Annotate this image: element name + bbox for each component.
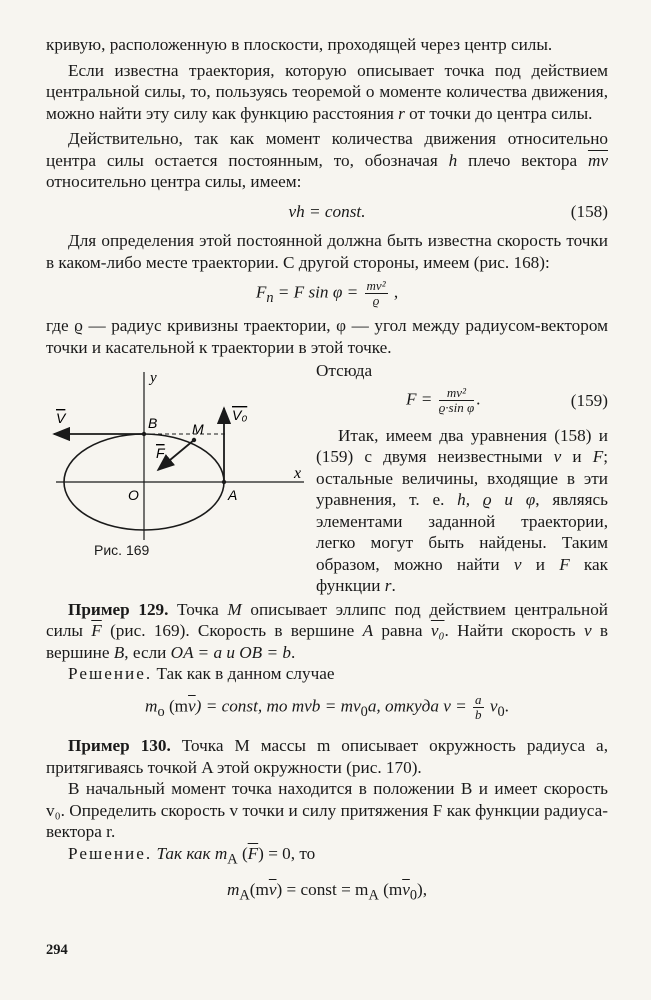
equation-number-159: (159) [570, 390, 608, 410]
figure-block [46, 360, 608, 597]
example-130: Пример 130. Точка M массы m описывает окружность радиуса a, притягиваясь точкой A этой окружности (рис. 170). [46, 736, 608, 777]
figure-caption: Рис. 169 [94, 542, 150, 559]
paragraph-7: В начальный момент точка находится в положении B и имеет скорость v₀. Определить скорость v точки и силу притяжения F как функции радиуса-вектора r. [46, 779, 608, 842]
label-f: F [156, 445, 165, 462]
otsyuda-label: Отсюда [316, 361, 373, 381]
label-v: V [56, 410, 66, 427]
paragraph-5: где ϱ — радиус кривизны траектории, φ — угол между радиусом-вектором точки и касательной к траектории в этой точке. [46, 316, 608, 357]
label-b: B [148, 415, 158, 432]
label-o: O [128, 487, 139, 504]
label-v0: V₀ [232, 407, 248, 424]
solution-130: Решение. Так как $m_A$ $(\overline{F}) = 0$, то [68, 843, 316, 868]
ellipse-diagram [46, 360, 308, 560]
solution-129: Решение. Так как в данном случае [68, 664, 335, 684]
point-m [192, 438, 196, 442]
page-number: 294 [46, 942, 68, 958]
equation-number-158: (158) [570, 201, 608, 221]
point-a [222, 480, 226, 484]
paragraph-1: кривую, расположенную в плоскости, проходящей через центр силы. [46, 35, 553, 54]
equation-159: F = $\frac{\text{mv²}}{\text{ϱ·sin φ}}$ . (159) [406, 384, 608, 415]
paragraph-4: Для определения этой постоянной должна быть известна скорость точки в каком-либо месте траектории. С другой стороны, имеем (рис. 168): [46, 231, 608, 272]
equation-130: $m_A(m\overline{v})$ = const = $m_A$ $(m\overline{v}_0)$, [226, 879, 428, 904]
figure-side-text [308, 360, 608, 597]
paragraph-6: Итак, имеем два уравнения (158) и (159) с двумя неизвестными v и F; остальные величины, входящие в эти уравнения, т. е. h, ϱ и φ, являясь элементами заданной траектории, легко могут быть найдены. Таким образом, можно найти v и F как функции r. [316, 425, 609, 596]
example-129: Пример 129. Точка M описывает эллипс под действием центральной силы $\overline{F}$ (рис. 169). Скорость в вершине A равна v₀. Найти скорость v в вершине B, если OA = a и OB = b. [46, 599, 609, 662]
equation-129: $m_o$ $(m\overline{v})$ = const, то mvb = $mv_0a$, откуда v = $\frac{a}{b}$ $v_0$. [145, 691, 509, 722]
label-y: y [150, 370, 157, 387]
paragraph-2: Если известна траектория, которую описывает точка под действием центральной силы, то, пользуясь теоремой о моменте количества движения, можно найти эту силу как функцию расстояния r от точки до центра силы. [46, 60, 608, 123]
page-content [46, 34, 608, 907]
label-m: M [192, 421, 204, 438]
point-b [142, 432, 146, 436]
equation-fn: $F_n = F$ sin φ = $\frac{\text{mv²}}{ϱ}$ , [255, 278, 399, 308]
label-x: x [294, 465, 302, 483]
label-a: A [228, 487, 238, 504]
paragraph-3: Действительно, так как момент количества движения относительно центра силы остается постоянным, то, обозначая h плечо вектора $\overline{mv}$ относительно центра силы, имеем: [46, 129, 608, 191]
figure-169 [46, 360, 308, 590]
equation-158: vh = const. (158) [288, 201, 608, 221]
